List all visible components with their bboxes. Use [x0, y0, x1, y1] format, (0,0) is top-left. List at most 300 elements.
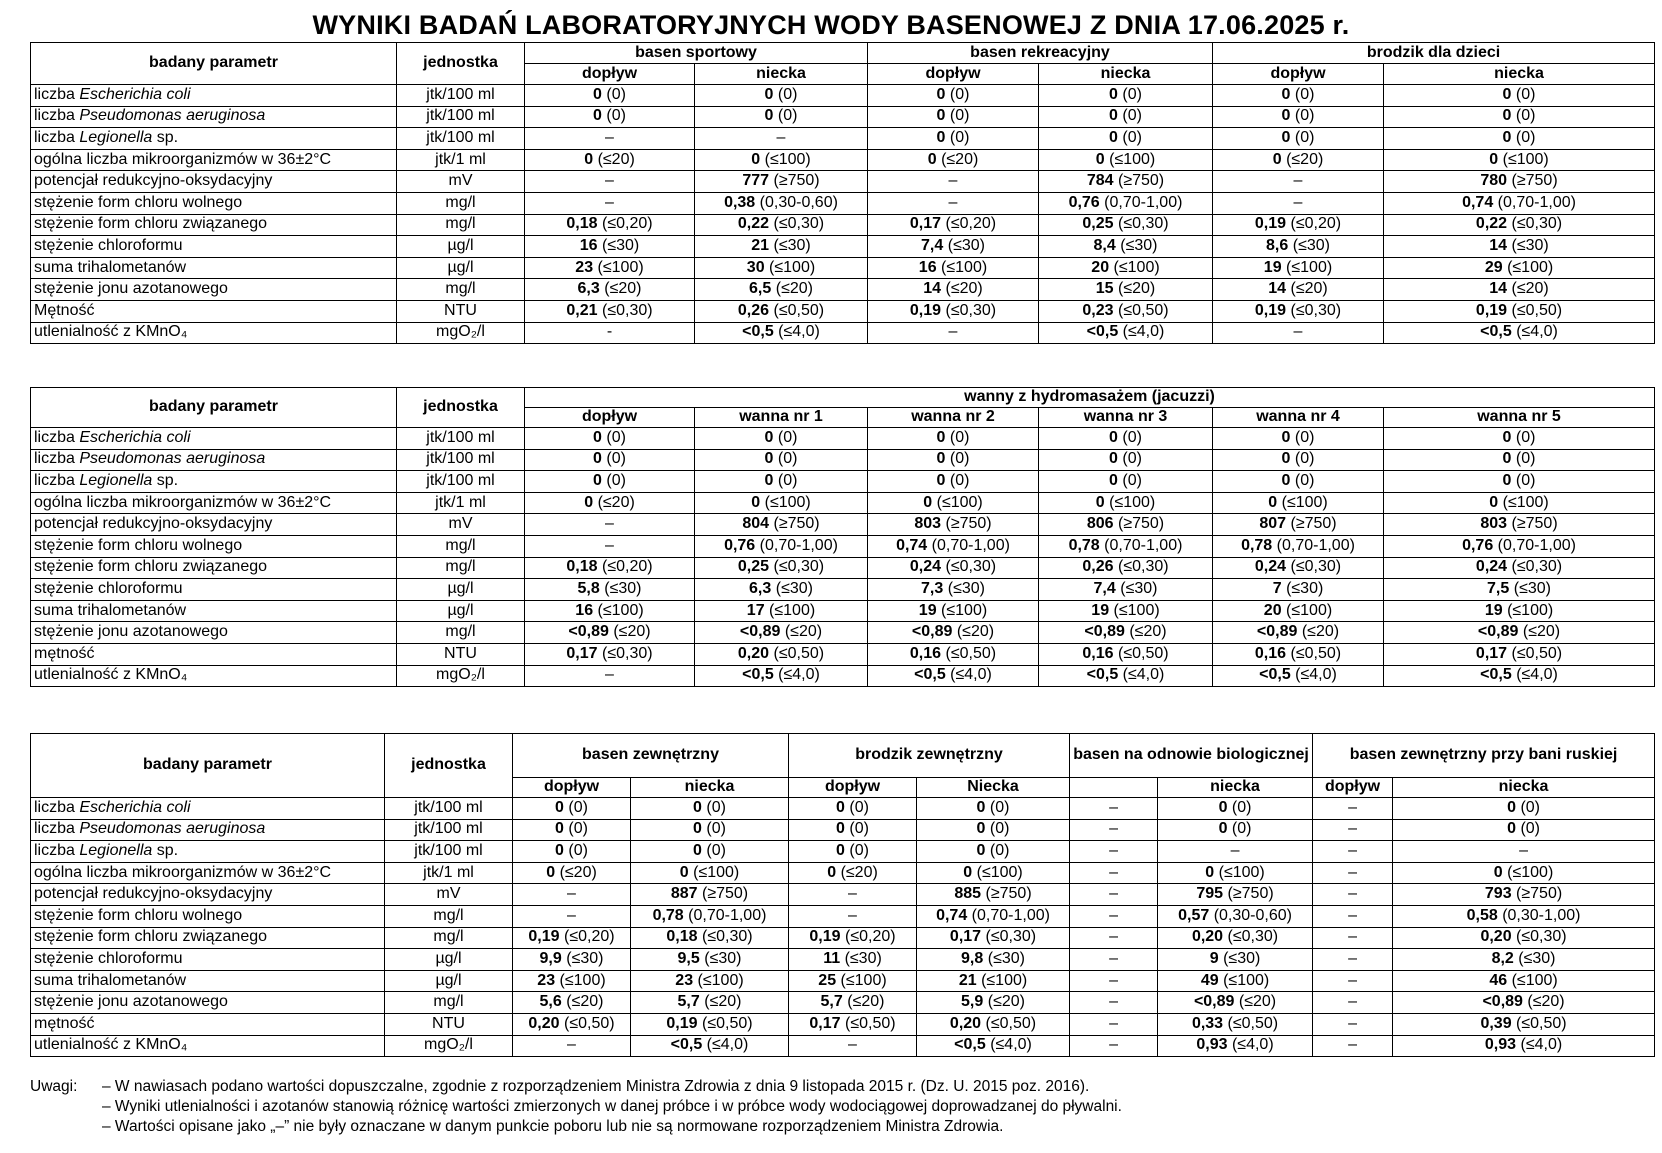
unit-header: jednostka	[397, 43, 525, 85]
value-cell: –	[1213, 171, 1384, 193]
value-cell: 0,21 (≤0,30)	[525, 300, 695, 322]
subcolumn-header: wanna nr 1	[695, 408, 868, 428]
value-cell: 0,19 (≤0,20)	[789, 927, 917, 949]
value-cell: 0 (≤100)	[1393, 862, 1655, 884]
unit-cell: µg/l	[397, 236, 525, 258]
value-cell: 0,76 (0,70-1,00)	[1384, 535, 1655, 557]
table-row	[31, 557, 1655, 579]
value-cell: 7,4 (≤30)	[1039, 579, 1213, 601]
value-cell: 0 (0)	[513, 798, 631, 820]
subcolumn-header	[1070, 778, 1158, 798]
value-cell: 0 (0)	[1158, 819, 1313, 841]
value-cell: 0 (0)	[1039, 428, 1213, 450]
value-cell: 19 (≤100)	[1213, 257, 1384, 279]
value-cell: <0,89 (≤20)	[868, 622, 1039, 644]
table-row	[31, 471, 1655, 493]
value-cell: 780 (≥750)	[1384, 171, 1655, 193]
value-cell: 0 (0)	[631, 798, 789, 820]
value-cell: 0 (≤100)	[868, 492, 1039, 514]
value-cell: 0,18 (≤0,30)	[631, 927, 789, 949]
value-cell: –	[1313, 992, 1393, 1014]
table-row	[31, 905, 1655, 927]
value-cell: 0,25 (≤0,30)	[695, 557, 868, 579]
parameter-name: stężenie chloroformu	[31, 236, 397, 258]
value-cell: <0,89 (≤20)	[525, 622, 695, 644]
value-cell: 15 (≤20)	[1039, 279, 1213, 301]
notes-label: Uwagi:	[30, 1078, 78, 1095]
value-cell: 19 (≤100)	[868, 600, 1039, 622]
unit-cell: mgO₂/l	[397, 322, 525, 344]
value-cell: –	[525, 171, 695, 193]
parameter-name: liczba Escherichia coli	[31, 85, 397, 107]
unit-cell: mg/l	[397, 622, 525, 644]
value-cell: 5,6 (≤20)	[513, 992, 631, 1014]
table-row	[31, 492, 1655, 514]
parameter-name: liczba Pseudomonas aeruginosa	[31, 449, 397, 471]
value-cell: –	[1313, 905, 1393, 927]
value-cell: 0 (0)	[868, 428, 1039, 450]
unit-cell: mg/l	[397, 214, 525, 236]
table-row	[31, 579, 1655, 601]
value-cell: 0,39 (≤0,50)	[1393, 1013, 1655, 1035]
param-header: badany parametr	[31, 43, 397, 85]
table-row	[31, 665, 1655, 687]
parameter-name: stężenie form chloru związanego	[31, 927, 385, 949]
value-cell: 0,76 (0,70-1,00)	[695, 535, 868, 557]
value-cell: –	[525, 128, 695, 150]
value-cell: 0,18 (≤0,20)	[525, 214, 695, 236]
value-cell: –	[1393, 841, 1655, 863]
value-cell: 16 (≤100)	[525, 600, 695, 622]
value-cell: 0 (≤100)	[695, 492, 868, 514]
parameter-name: ogólna liczba mikroorganizmów w 36±2°C	[31, 862, 385, 884]
table-row	[31, 428, 1655, 450]
value-cell: 0 (0)	[868, 85, 1039, 107]
value-cell: 19 (≤100)	[1039, 600, 1213, 622]
note-line: – W nawiasach podano wartości dopuszczalne, zgodnie z rozporządzeniem Ministra Zdrowia z dnia 9 listopada 2015 r. (Dz. U. 2015 poz. 2016).	[102, 1078, 1090, 1095]
value-cell: 0,57 (0,30-0,60)	[1158, 905, 1313, 927]
value-cell: 0 (0)	[513, 819, 631, 841]
value-cell: –	[1313, 841, 1393, 863]
value-cell: –	[1070, 841, 1158, 863]
value-cell: 8,2 (≤30)	[1393, 949, 1655, 971]
table-row	[31, 236, 1655, 258]
value-cell: –	[1070, 927, 1158, 949]
group-header: basen rekreacyjny	[868, 43, 1213, 64]
value-cell: 806 (≥750)	[1039, 514, 1213, 536]
value-cell: 0 (0)	[1213, 471, 1384, 493]
parameter-name: liczba Escherichia coli	[31, 428, 397, 450]
value-cell: 11 (≤30)	[789, 949, 917, 971]
value-cell: –	[525, 535, 695, 557]
group-header: brodzik dla dzieci	[1213, 43, 1655, 64]
value-cell: 807 (≥750)	[1213, 514, 1384, 536]
value-cell: 21 (≤100)	[917, 970, 1070, 992]
parameter-name: liczba Pseudomonas aeruginosa	[31, 819, 385, 841]
value-cell: 0,22 (≤0,30)	[1384, 214, 1655, 236]
value-cell: <0,89 (≤20)	[1213, 622, 1384, 644]
unit-cell: mV	[397, 171, 525, 193]
unit-cell: mg/l	[385, 905, 513, 927]
value-cell: 0 (0)	[1039, 106, 1213, 128]
value-cell: –	[1313, 884, 1393, 906]
value-cell: 0 (≤20)	[525, 149, 695, 171]
group-header: basen zewnętrzny przy bani ruskiej	[1313, 734, 1655, 778]
value-cell: 6,3 (≤30)	[695, 579, 868, 601]
parameter-name: utlenialność z KMnO₄	[31, 1035, 385, 1057]
value-cell: 777 (≥750)	[695, 171, 868, 193]
unit-cell: jtk/100 ml	[397, 85, 525, 107]
value-cell: <0,5 (≤4,0)	[695, 665, 868, 687]
value-cell: 0 (≤100)	[631, 862, 789, 884]
group-header: basen zewnętrzny	[513, 734, 789, 778]
value-cell: 887 (≥750)	[631, 884, 789, 906]
value-cell: <0,89 (≤20)	[1039, 622, 1213, 644]
value-cell: 0 (0)	[695, 85, 868, 107]
value-cell: 49 (≤100)	[1158, 970, 1313, 992]
notes	[30, 1077, 1650, 1137]
value-cell: –	[525, 192, 695, 214]
value-cell: 0 (0)	[917, 819, 1070, 841]
value-cell: 0,18 (≤0,20)	[525, 557, 695, 579]
value-cell: 14 (≤20)	[1213, 279, 1384, 301]
results-table-outdoor	[30, 733, 1655, 1057]
results-table-pools	[30, 42, 1655, 344]
parameter-name: stężenie chloroformu	[31, 949, 385, 971]
table-row	[31, 322, 1655, 344]
parameter-name: stężenie jonu azotanowego	[31, 279, 397, 301]
table-row	[31, 192, 1655, 214]
value-cell: 0,58 (0,30-1,00)	[1393, 905, 1655, 927]
value-cell: 0,16 (≤0,50)	[868, 643, 1039, 665]
unit-cell: µg/l	[397, 579, 525, 601]
value-cell: 14 (≤30)	[1384, 236, 1655, 258]
value-cell: –	[1213, 192, 1384, 214]
unit-cell: µg/l	[397, 257, 525, 279]
value-cell: –	[525, 665, 695, 687]
value-cell: –	[1313, 1035, 1393, 1057]
parameter-name: Mętność	[31, 300, 397, 322]
value-cell: 0 (0)	[695, 428, 868, 450]
value-cell: 0,78 (0,70-1,00)	[631, 905, 789, 927]
value-cell: 0 (0)	[1393, 798, 1655, 820]
group-header: brodzik zewnętrzny	[789, 734, 1070, 778]
value-cell: 804 (≥750)	[695, 514, 868, 536]
value-cell: <0,89 (≤20)	[1393, 992, 1655, 1014]
value-cell: –	[1070, 970, 1158, 992]
value-cell: 0 (≤20)	[868, 149, 1039, 171]
value-cell: 0 (0)	[695, 449, 868, 471]
value-cell: 0,76 (0,70-1,00)	[1039, 192, 1213, 214]
value-cell: <0,5 (≤4,0)	[868, 665, 1039, 687]
value-cell: 0 (0)	[525, 106, 695, 128]
value-cell: 0,93 (≤4,0)	[1393, 1035, 1655, 1057]
unit-cell: mV	[385, 884, 513, 906]
parameter-name: stężenie chloroformu	[31, 579, 397, 601]
value-cell: 20 (≤100)	[1039, 257, 1213, 279]
value-cell: 0,16 (≤0,50)	[1213, 643, 1384, 665]
unit-cell: mg/l	[385, 992, 513, 1014]
value-cell: –	[1313, 970, 1393, 992]
parameter-name: utlenialność z KMnO₄	[31, 665, 397, 687]
value-cell: 0,19 (≤0,50)	[1384, 300, 1655, 322]
value-cell: 0 (0)	[1158, 798, 1313, 820]
value-cell: 0 (≤20)	[789, 862, 917, 884]
unit-header: jednostka	[385, 734, 513, 798]
unit-cell: mg/l	[397, 279, 525, 301]
unit-cell: jtk/100 ml	[385, 798, 513, 820]
value-cell: 0 (0)	[525, 428, 695, 450]
value-cell: <0,5 (≤4,0)	[1039, 322, 1213, 344]
parameter-name: mętność	[31, 1013, 385, 1035]
value-cell: 0 (≤100)	[1384, 149, 1655, 171]
value-cell: 30 (≤100)	[695, 257, 868, 279]
value-cell: –	[513, 884, 631, 906]
value-cell: 0,17 (≤0,30)	[525, 643, 695, 665]
unit-cell: mV	[397, 514, 525, 536]
value-cell: 20 (≤100)	[1213, 600, 1384, 622]
value-cell: 9,5 (≤30)	[631, 949, 789, 971]
value-cell: 6,5 (≤20)	[695, 279, 868, 301]
value-cell: 0,20 (≤0,50)	[917, 1013, 1070, 1035]
table-row	[31, 927, 1655, 949]
value-cell: 0,17 (≤0,30)	[917, 927, 1070, 949]
value-cell: –	[1313, 819, 1393, 841]
value-cell: 5,7 (≤20)	[789, 992, 917, 1014]
value-cell: –	[1070, 1035, 1158, 1057]
value-cell: 0 (≤100)	[1039, 149, 1213, 171]
table-row	[31, 1035, 1655, 1057]
value-cell: –	[1158, 841, 1313, 863]
value-cell: 8,4 (≤30)	[1039, 236, 1213, 258]
table-row	[31, 819, 1655, 841]
value-cell: 0,93 (≤4,0)	[1158, 1035, 1313, 1057]
unit-cell: mgO₂/l	[385, 1035, 513, 1057]
value-cell: 0,74 (0,70-1,00)	[917, 905, 1070, 927]
value-cell: 0 (0)	[1039, 449, 1213, 471]
value-cell: 8,6 (≤30)	[1213, 236, 1384, 258]
unit-cell: jtk/100 ml	[385, 841, 513, 863]
value-cell: 14 (≤20)	[868, 279, 1039, 301]
parameter-name: potencjał redukcyjno-oksydacyjny	[31, 171, 397, 193]
value-cell: –	[1070, 949, 1158, 971]
unit-cell: mgO₂/l	[397, 665, 525, 687]
subcolumn-header: dopływ	[1313, 778, 1393, 798]
value-cell: 0,74 (0,70-1,00)	[1384, 192, 1655, 214]
table-row	[31, 149, 1655, 171]
value-cell: –	[1313, 927, 1393, 949]
group-header: basen sportowy	[525, 43, 868, 64]
value-cell: 0 (0)	[868, 471, 1039, 493]
subcolumn-header: niecka	[1158, 778, 1313, 798]
value-cell: <0,5 (≤4,0)	[1039, 665, 1213, 687]
value-cell: –	[789, 884, 917, 906]
unit-cell: jtk/100 ml	[397, 449, 525, 471]
parameter-name: suma trihalometanów	[31, 257, 397, 279]
value-cell: –	[525, 514, 695, 536]
parameter-name: potencjał redukcyjno-oksydacyjny	[31, 884, 385, 906]
table-row	[31, 514, 1655, 536]
table-row	[31, 257, 1655, 279]
value-cell: -	[525, 322, 695, 344]
value-cell: –	[1313, 1013, 1393, 1035]
value-cell: 0,33 (≤0,50)	[1158, 1013, 1313, 1035]
value-cell: 7,5 (≤30)	[1384, 579, 1655, 601]
unit-cell: µg/l	[385, 949, 513, 971]
subcolumn-header: wanna nr 5	[1384, 408, 1655, 428]
value-cell: 0,26 (≤0,30)	[1039, 557, 1213, 579]
subcolumn-header: niecka	[695, 64, 868, 85]
value-cell: –	[1070, 819, 1158, 841]
value-cell: 0 (0)	[695, 471, 868, 493]
value-cell: –	[1070, 905, 1158, 927]
value-cell: <0,89 (≤20)	[695, 622, 868, 644]
value-cell: 0 (≤20)	[1213, 149, 1384, 171]
value-cell: 25 (≤100)	[789, 970, 917, 992]
value-cell: 0 (0)	[868, 128, 1039, 150]
table-row	[31, 970, 1655, 992]
subcolumn-header: wanna nr 2	[868, 408, 1039, 428]
value-cell: –	[1313, 949, 1393, 971]
table-row	[31, 449, 1655, 471]
value-cell: <0,89 (≤20)	[1384, 622, 1655, 644]
table-row	[31, 128, 1655, 150]
table-row	[31, 884, 1655, 906]
value-cell: 0 (0)	[917, 798, 1070, 820]
parameter-name: stężenie form chloru wolnego	[31, 535, 397, 557]
value-cell: 0 (0)	[1039, 85, 1213, 107]
value-cell: 0,20 (≤0,50)	[695, 643, 868, 665]
value-cell: –	[1070, 1013, 1158, 1035]
value-cell: 0 (0)	[917, 841, 1070, 863]
unit-cell: jtk/100 ml	[397, 128, 525, 150]
subcolumn-header: niecka	[1384, 64, 1655, 85]
value-cell: 0 (0)	[1384, 471, 1655, 493]
value-cell: 0 (0)	[1039, 471, 1213, 493]
table-row	[31, 214, 1655, 236]
table-row	[31, 279, 1655, 301]
group-header: wanny z hydromasażem (jacuzzi)	[525, 388, 1655, 408]
value-cell: 0 (0)	[1384, 85, 1655, 107]
value-cell: 14 (≤20)	[1384, 279, 1655, 301]
table-row	[31, 535, 1655, 557]
value-cell: –	[789, 905, 917, 927]
value-cell: 0,17 (≤0,50)	[1384, 643, 1655, 665]
value-cell: 0,24 (≤0,30)	[1213, 557, 1384, 579]
unit-header: jednostka	[397, 388, 525, 428]
value-cell: 0,24 (≤0,30)	[868, 557, 1039, 579]
value-cell: 21 (≤30)	[695, 236, 868, 258]
group-header: basen na odnowie biologicznej	[1070, 734, 1313, 778]
value-cell: 17 (≤100)	[695, 600, 868, 622]
table-row	[31, 85, 1655, 107]
note-line: – Wartości opisane jako „–” nie były oznaczane w danym punkcie poboru lub nie są normowane rozporządzeniem Ministra Zdrowia.	[102, 1118, 1004, 1135]
value-cell: 803 (≥750)	[1384, 514, 1655, 536]
subcolumn-header: dopływ	[525, 408, 695, 428]
value-cell: 5,8 (≤30)	[525, 579, 695, 601]
unit-cell: jtk/100 ml	[397, 106, 525, 128]
parameter-name: stężenie form chloru związanego	[31, 214, 397, 236]
subcolumn-header: wanna nr 4	[1213, 408, 1384, 428]
value-cell: 0,20 (≤0,30)	[1158, 927, 1313, 949]
parameter-name: stężenie form chloru wolnego	[31, 192, 397, 214]
results-table-jacuzzi	[30, 387, 1655, 687]
subcolumn-header: dopływ	[789, 778, 917, 798]
value-cell: –	[695, 128, 868, 150]
value-cell: 0 (0)	[1393, 819, 1655, 841]
table-row	[31, 841, 1655, 863]
value-cell: 0 (≤100)	[695, 149, 868, 171]
value-cell: 0 (0)	[1384, 106, 1655, 128]
value-cell: 0,78 (0,70-1,00)	[1039, 535, 1213, 557]
value-cell: –	[1213, 322, 1384, 344]
unit-cell: µg/l	[397, 600, 525, 622]
value-cell: –	[513, 1035, 631, 1057]
param-header: badany parametr	[31, 734, 385, 798]
unit-cell: jtk/1 ml	[397, 492, 525, 514]
value-cell: 46 (≤100)	[1393, 970, 1655, 992]
value-cell: 5,7 (≤20)	[631, 992, 789, 1014]
table-row	[31, 992, 1655, 1014]
parameter-name: stężenie jonu azotanowego	[31, 992, 385, 1014]
table-row	[31, 949, 1655, 971]
value-cell: –	[868, 171, 1039, 193]
value-cell: 0 (0)	[525, 449, 695, 471]
value-cell: 0,25 (≤0,30)	[1039, 214, 1213, 236]
value-cell: 784 (≥750)	[1039, 171, 1213, 193]
value-cell: 0 (0)	[1384, 449, 1655, 471]
value-cell: 0 (0)	[789, 841, 917, 863]
value-cell: 16 (≤100)	[868, 257, 1039, 279]
parameter-name: suma trihalometanów	[31, 970, 385, 992]
value-cell: 6,3 (≤20)	[525, 279, 695, 301]
value-cell: 0 (0)	[525, 85, 695, 107]
value-cell: 0 (0)	[1213, 106, 1384, 128]
value-cell: 0 (0)	[1384, 128, 1655, 150]
parameter-name: ogólna liczba mikroorganizmów w 36±2°C	[31, 492, 397, 514]
parameter-name: suma trihalometanów	[31, 600, 397, 622]
value-cell: 0 (0)	[1039, 128, 1213, 150]
table-row	[31, 622, 1655, 644]
value-cell: 0 (≤100)	[1213, 492, 1384, 514]
value-cell: 0,26 (≤0,50)	[695, 300, 868, 322]
unit-cell: jtk/100 ml	[397, 428, 525, 450]
value-cell: 0 (0)	[525, 471, 695, 493]
param-header: badany parametr	[31, 388, 397, 428]
table-row	[31, 106, 1655, 128]
parameter-name: stężenie form chloru wolnego	[31, 905, 385, 927]
value-cell: 23 (≤100)	[513, 970, 631, 992]
value-cell: 0,17 (≤0,50)	[789, 1013, 917, 1035]
value-cell: 0 (≤100)	[1384, 492, 1655, 514]
value-cell: 9,9 (≤30)	[513, 949, 631, 971]
unit-cell: mg/l	[397, 557, 525, 579]
parameter-name: liczba Legionella sp.	[31, 128, 397, 150]
table-row	[31, 600, 1655, 622]
value-cell: 0 (0)	[1213, 128, 1384, 150]
unit-cell: µg/l	[385, 970, 513, 992]
value-cell: <0,5 (≤4,0)	[1384, 322, 1655, 344]
table-row	[31, 171, 1655, 193]
subcolumn-header: Niecka	[917, 778, 1070, 798]
value-cell: 0,22 (≤0,30)	[695, 214, 868, 236]
value-cell: 0,20 (≤0,30)	[1393, 927, 1655, 949]
table-row	[31, 300, 1655, 322]
value-cell: <0,5 (≤4,0)	[1384, 665, 1655, 687]
subcolumn-header: niecka	[631, 778, 789, 798]
unit-cell: NTU	[385, 1013, 513, 1035]
parameter-name: mętność	[31, 643, 397, 665]
